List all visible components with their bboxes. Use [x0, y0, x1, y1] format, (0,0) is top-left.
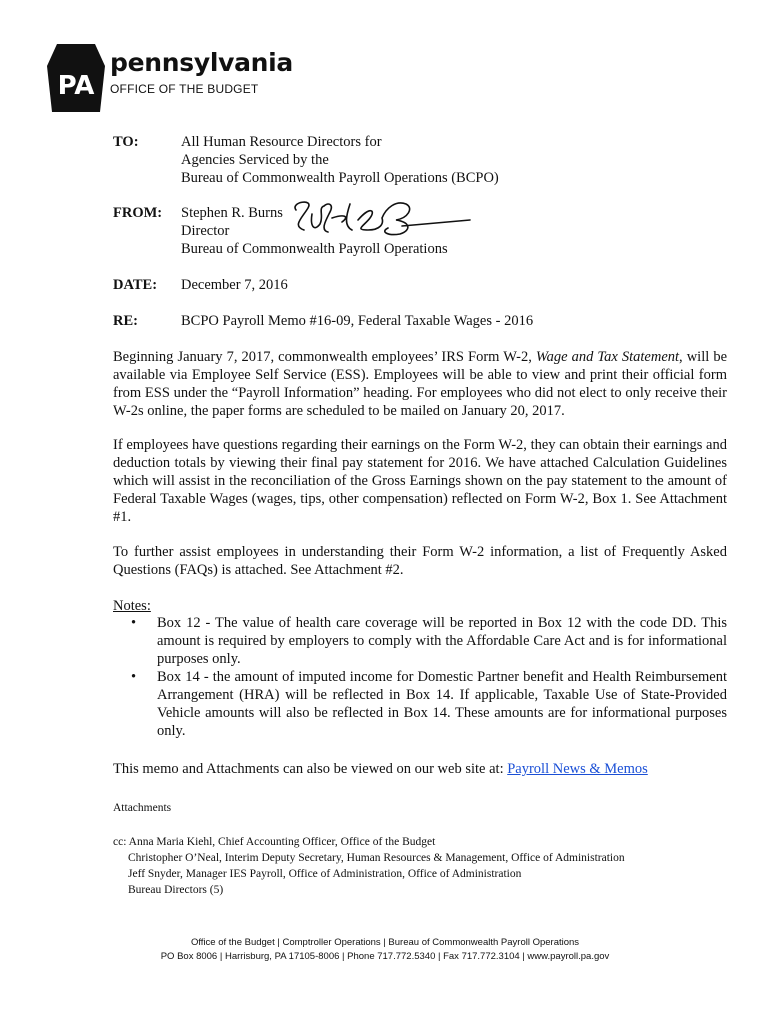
note-text: Box 12 - The value of health care coverage will be reported in Box 12 with the code DD. This amount is required by employers to comply with the Affordable Care Act and is for informational purposes only.: [157, 615, 727, 667]
note-item: [113, 668, 727, 740]
to-label: TO:: [113, 134, 139, 150]
paragraph-faqs: To further assist employees in understanding their Form W-2 information, a list of Frequently Asked Questions (FAQs) is attached. See Attachment #2.: [113, 544, 727, 578]
cc-line: Bureau Directors (5): [128, 884, 224, 896]
attachments-label: Attachments: [113, 802, 172, 814]
to-recipients: [181, 133, 499, 187]
from-line: Stephen R. Burns: [181, 205, 283, 221]
cc-list: [113, 834, 753, 898]
pa-keystone-logo: [47, 44, 105, 112]
paragraph-w2-availability: [113, 348, 727, 420]
cc-line: Christopher O’Neal, Interim Deputy Secretary, Human Resources & Management, Office of Administration: [128, 852, 625, 864]
signature-image: [284, 196, 474, 242]
date-label: DATE:: [113, 277, 158, 293]
bullet-icon: •: [131, 615, 137, 631]
from-label: FROM:: [113, 205, 163, 221]
paragraph-earnings-questions: If employees have questions regarding their earnings on the Form W-2, they can obtain their earnings and deduction totals by viewing their final pay statement for 2016. We have attached Calculation Guidelines which will assist in the reconciliation of the Gross Earnings shown on the pay statement to the amount of Federal Taxable Wages (wages, tips, other compensation) reflected on Form W-2, Box 1. See Attachment #1.: [113, 437, 727, 525]
form-title-italic: Wage and Tax Statement: [535, 349, 680, 365]
note-item: [113, 614, 727, 668]
note-text: Box 14 - the amount of imputed income for Domestic Partner benefit and Health Reimbursement Arrangement (HRA) will be reflected in Box 14. If applicable, Taxable Use of State-Provided Vehicle amounts will also be reflected in Box 14. These amounts are for informational purposes only.: [157, 669, 727, 739]
notes-heading: Notes:: [113, 598, 151, 614]
logo-office-name: OFFICE OF THE BUDGET: [110, 82, 259, 96]
to-line: All Human Resource Directors for: [181, 134, 382, 150]
footer-line-offices: Office of the Budget | Comptroller Operations | Bureau of Commonwealth Payroll Operations: [190, 937, 580, 948]
website-text: This memo and Attachments can also be viewed on our web site at:: [113, 761, 508, 777]
logo-initials: PA: [57, 71, 95, 101]
payroll-news-memos-link[interactable]: Payroll News & Memos: [507, 761, 648, 777]
paragraph-text: , will be available via Employee Self Service (ESS). Employees will be able to view and print their official form from ESS under the “Payroll Information” heading. For employees who did not elect to only receive their W-2s online, the paper forms are scheduled to be mailed on January 20, 2017.: [113, 349, 728, 419]
paragraph-text: Beginning January 7, 2017, commonwealth employees’ IRS Form W-2,: [113, 349, 536, 365]
to-line: Agencies Serviced by the: [181, 152, 329, 168]
logo-wordmark: pennsylvania: [110, 48, 293, 77]
bullet-icon: •: [131, 669, 137, 685]
to-line: Bureau of Commonwealth Payroll Operations (BCPO): [181, 170, 499, 186]
cc-line: cc: Anna Maria Kiehl, Chief Accounting Officer, Office of the Budget: [113, 836, 436, 848]
from-line: Bureau of Commonwealth Payroll Operations: [181, 241, 448, 257]
website-line: [113, 760, 753, 778]
from-line: Director: [181, 223, 230, 239]
footer: [0, 936, 770, 964]
re-label: RE:: [113, 313, 138, 329]
footer-line-contact: PO Box 8006 | Harrisburg, PA 17105-8006 | Phone 717.772.5340 | Fax 717.772.3104 | www.payroll.pa.gov: [160, 951, 610, 962]
re-subject: BCPO Payroll Memo #16-09, Federal Taxable Wages - 2016: [181, 313, 534, 329]
notes-list: [113, 614, 727, 740]
date-value: December 7, 2016: [181, 277, 288, 293]
cc-line: Jeff Snyder, Manager IES Payroll, Office of Administration, Office of Administration: [128, 868, 522, 880]
